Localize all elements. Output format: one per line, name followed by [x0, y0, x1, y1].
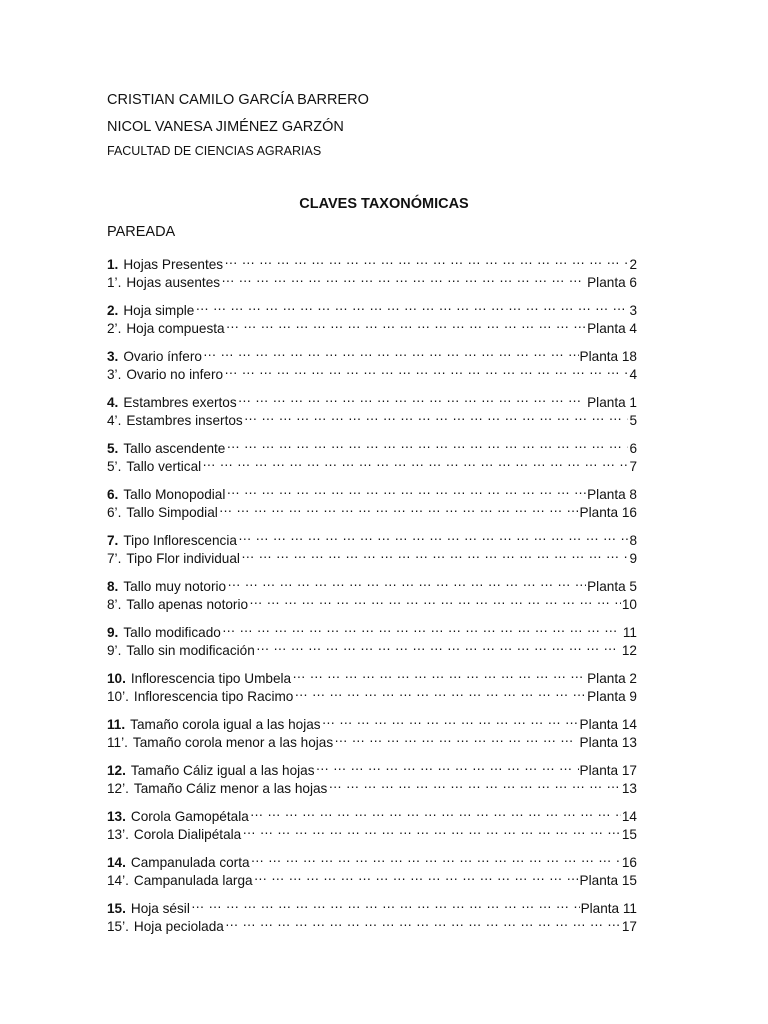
dot-leader — [203, 343, 579, 361]
lead-description: Ovario no infero — [126, 367, 224, 382]
lead-description: Ovario ínfero — [123, 349, 202, 364]
lead-description: Tallo ascendente — [123, 441, 226, 456]
dot-leader — [225, 913, 621, 931]
dot-leader — [322, 711, 579, 729]
lead-description: Hoja compuesta — [126, 321, 225, 336]
lead-description: Hojas Presentes — [123, 257, 224, 272]
dot-leader — [249, 591, 621, 609]
dot-leader — [221, 269, 586, 287]
dot-leader — [251, 849, 621, 867]
lead-result: 11 — [622, 625, 637, 640]
key-couplet — [107, 573, 637, 619]
lead-description: Hoja peciolada — [133, 919, 224, 934]
dot-leader — [254, 867, 579, 885]
lead-result: 6 — [629, 441, 637, 456]
lead-number: 14’. — [107, 873, 129, 888]
faculty-name: FACULTAD DE CIENCIAS AGRARIAS — [107, 144, 322, 158]
lead-result: 15 — [621, 827, 637, 842]
lead-number: 2’. — [107, 321, 122, 336]
dot-leader — [256, 637, 621, 655]
author-name: NICOL VANESA JIMÉNEZ GARZÓN — [107, 119, 344, 135]
key-couplet — [107, 803, 637, 849]
lead-number: 10. — [107, 671, 126, 686]
key-couplet — [107, 481, 637, 527]
key-lead-primary — [107, 803, 637, 824]
key-lead-primary — [107, 389, 637, 410]
lead-description: Tallo vertical — [126, 459, 202, 474]
key-lead-primary — [107, 711, 637, 732]
lead-number: 9’. — [107, 643, 122, 658]
lead-number: 6. — [107, 487, 119, 502]
key-lead-primary — [107, 435, 637, 456]
document-title: CLAVES TAXONÓMICAS — [299, 196, 469, 212]
lead-description: Hoja sésil — [130, 901, 190, 916]
dot-leader — [238, 389, 586, 407]
dot-leader — [242, 821, 621, 839]
key-couplet — [107, 251, 637, 297]
lead-result: 4 — [629, 367, 637, 382]
lead-number: 1. — [107, 257, 119, 272]
key-couplet — [107, 849, 637, 895]
lead-result: 9 — [629, 551, 637, 566]
lead-number: 4’. — [107, 413, 122, 428]
lead-description: Tamaño Cáliz menor a las hojas — [133, 781, 328, 796]
dot-leader — [244, 407, 629, 425]
lead-description: Tallo muy notorio — [123, 579, 227, 594]
lead-description: Estambres exertos — [123, 395, 237, 410]
lead-number: 2. — [107, 303, 119, 318]
lead-number: 7. — [107, 533, 119, 548]
dot-leader — [238, 527, 629, 545]
lead-description: Tamaño Cáliz igual a las hojas — [130, 763, 315, 778]
key-couplet — [107, 619, 637, 665]
lead-description: Estambres insertos — [126, 413, 243, 428]
lead-number: 4. — [107, 395, 119, 410]
lead-description: Tallo Simpodial — [126, 505, 218, 520]
dot-leader — [292, 665, 586, 683]
lead-result: Planta 17 — [579, 763, 637, 778]
dot-leader — [226, 315, 587, 333]
lead-description: Campanulada larga — [133, 873, 253, 888]
key-lead-primary — [107, 297, 637, 318]
key-couplet — [107, 757, 637, 803]
lead-number: 9. — [107, 625, 119, 640]
dot-leader — [226, 435, 628, 453]
lead-number: 11’. — [107, 735, 128, 750]
key-lead-primary — [107, 573, 637, 594]
lead-description: Inflorescencia tipo Racimo — [133, 689, 294, 704]
dot-leader — [202, 453, 628, 471]
lead-result: Planta 5 — [587, 579, 637, 594]
lead-result: 10 — [621, 597, 637, 612]
lead-result: 5 — [629, 413, 637, 428]
lead-description: Tallo modificado — [123, 625, 221, 640]
lead-number: 6’. — [107, 505, 122, 520]
lead-result: Planta 15 — [579, 873, 637, 888]
lead-description: Corola Dialipétala — [133, 827, 242, 842]
dot-leader — [226, 481, 586, 499]
lead-number: 3’. — [107, 367, 122, 382]
key-lead-primary — [107, 619, 637, 640]
lead-number: 13. — [107, 809, 126, 824]
key-lead-primary — [107, 527, 637, 548]
lead-result: Planta 14 — [579, 717, 637, 732]
lead-description: Inflorescencia tipo Umbela — [130, 671, 292, 686]
lead-result: 7 — [629, 459, 637, 474]
key-couplet — [107, 297, 637, 343]
lead-description: Hoja simple — [123, 303, 195, 318]
lead-description: Corola Gamopétala — [130, 809, 249, 824]
lead-result: 17 — [621, 919, 637, 934]
key-couplet — [107, 343, 637, 389]
lead-number: 7’. — [107, 551, 122, 566]
key-couplet — [107, 895, 637, 941]
lead-result: 13 — [621, 781, 637, 796]
lead-result: Planta 9 — [587, 689, 637, 704]
lead-result: 2 — [629, 257, 637, 272]
dot-leader — [294, 683, 586, 701]
lead-result: Planta 11 — [580, 901, 637, 916]
lead-result: 8 — [629, 533, 637, 548]
key-lead-primary — [107, 665, 637, 686]
key-lead-primary — [107, 849, 637, 870]
lead-description: Hojas ausentes — [126, 275, 221, 290]
lead-number: 3. — [107, 349, 119, 364]
lead-result: Planta 1 — [587, 395, 637, 410]
lead-result: 12 — [621, 643, 637, 658]
lead-result: Planta 2 — [587, 671, 637, 686]
lead-description: Tallo Monopodial — [123, 487, 226, 502]
key-couplet — [107, 389, 637, 435]
dot-leader — [328, 775, 621, 793]
dot-leader — [191, 895, 580, 913]
dot-leader — [227, 573, 586, 591]
dot-leader — [195, 297, 628, 315]
lead-result: Planta 13 — [579, 735, 637, 750]
key-lead-primary — [107, 251, 637, 272]
dot-leader — [224, 361, 628, 379]
lead-description: Tallo apenas notorio — [126, 597, 249, 612]
lead-description: Tamaño corola menor a las hojas — [132, 735, 334, 750]
lead-number: 10’. — [107, 689, 129, 704]
lead-result: 3 — [629, 303, 637, 318]
key-couplet — [107, 435, 637, 481]
dot-leader — [222, 619, 622, 637]
lead-number: 8. — [107, 579, 119, 594]
lead-number: 5’. — [107, 459, 122, 474]
lead-number: 11. — [107, 717, 126, 732]
dot-leader — [334, 729, 578, 747]
lead-result: 14 — [621, 809, 637, 824]
key-couplet — [107, 527, 637, 573]
lead-description: Tallo sin modificación — [126, 643, 255, 658]
lead-number: 8’. — [107, 597, 122, 612]
dot-leader — [241, 545, 628, 563]
key-couplet — [107, 711, 637, 757]
dot-leader — [250, 803, 621, 821]
lead-number: 1’. — [107, 275, 122, 290]
lead-result: Planta 18 — [579, 349, 637, 364]
key-type-label: PAREADA — [107, 224, 176, 240]
dot-leader — [316, 757, 579, 775]
key-lead-primary — [107, 343, 637, 364]
dot-leader — [224, 251, 628, 269]
lead-result: 16 — [621, 855, 637, 870]
dot-leader — [219, 499, 579, 517]
author-name: CRISTIAN CAMILO GARCÍA BARRERO — [107, 92, 369, 108]
key-couplet — [107, 665, 637, 711]
lead-result: Planta 16 — [579, 505, 637, 520]
lead-number: 15’. — [107, 919, 129, 934]
lead-description: Campanulada corta — [130, 855, 250, 870]
key-lead-primary — [107, 481, 637, 502]
lead-result: Planta 4 — [587, 321, 637, 336]
taxonomic-key-list — [107, 251, 637, 941]
lead-description: Tamaño corola igual a las hojas — [130, 717, 321, 732]
key-lead-primary — [107, 757, 637, 778]
lead-description: Tipo Inflorescencia — [123, 533, 237, 548]
lead-number: 12. — [107, 763, 126, 778]
lead-number: 13’. — [107, 827, 129, 842]
lead-description: Tipo Flor individual — [126, 551, 240, 566]
lead-result: Planta 6 — [587, 275, 637, 290]
lead-number: 15. — [107, 901, 126, 916]
lead-result: Planta 8 — [587, 487, 637, 502]
key-lead-primary — [107, 895, 637, 916]
lead-number: 14. — [107, 855, 126, 870]
lead-number: 12’. — [107, 781, 129, 796]
lead-number: 5. — [107, 441, 119, 456]
